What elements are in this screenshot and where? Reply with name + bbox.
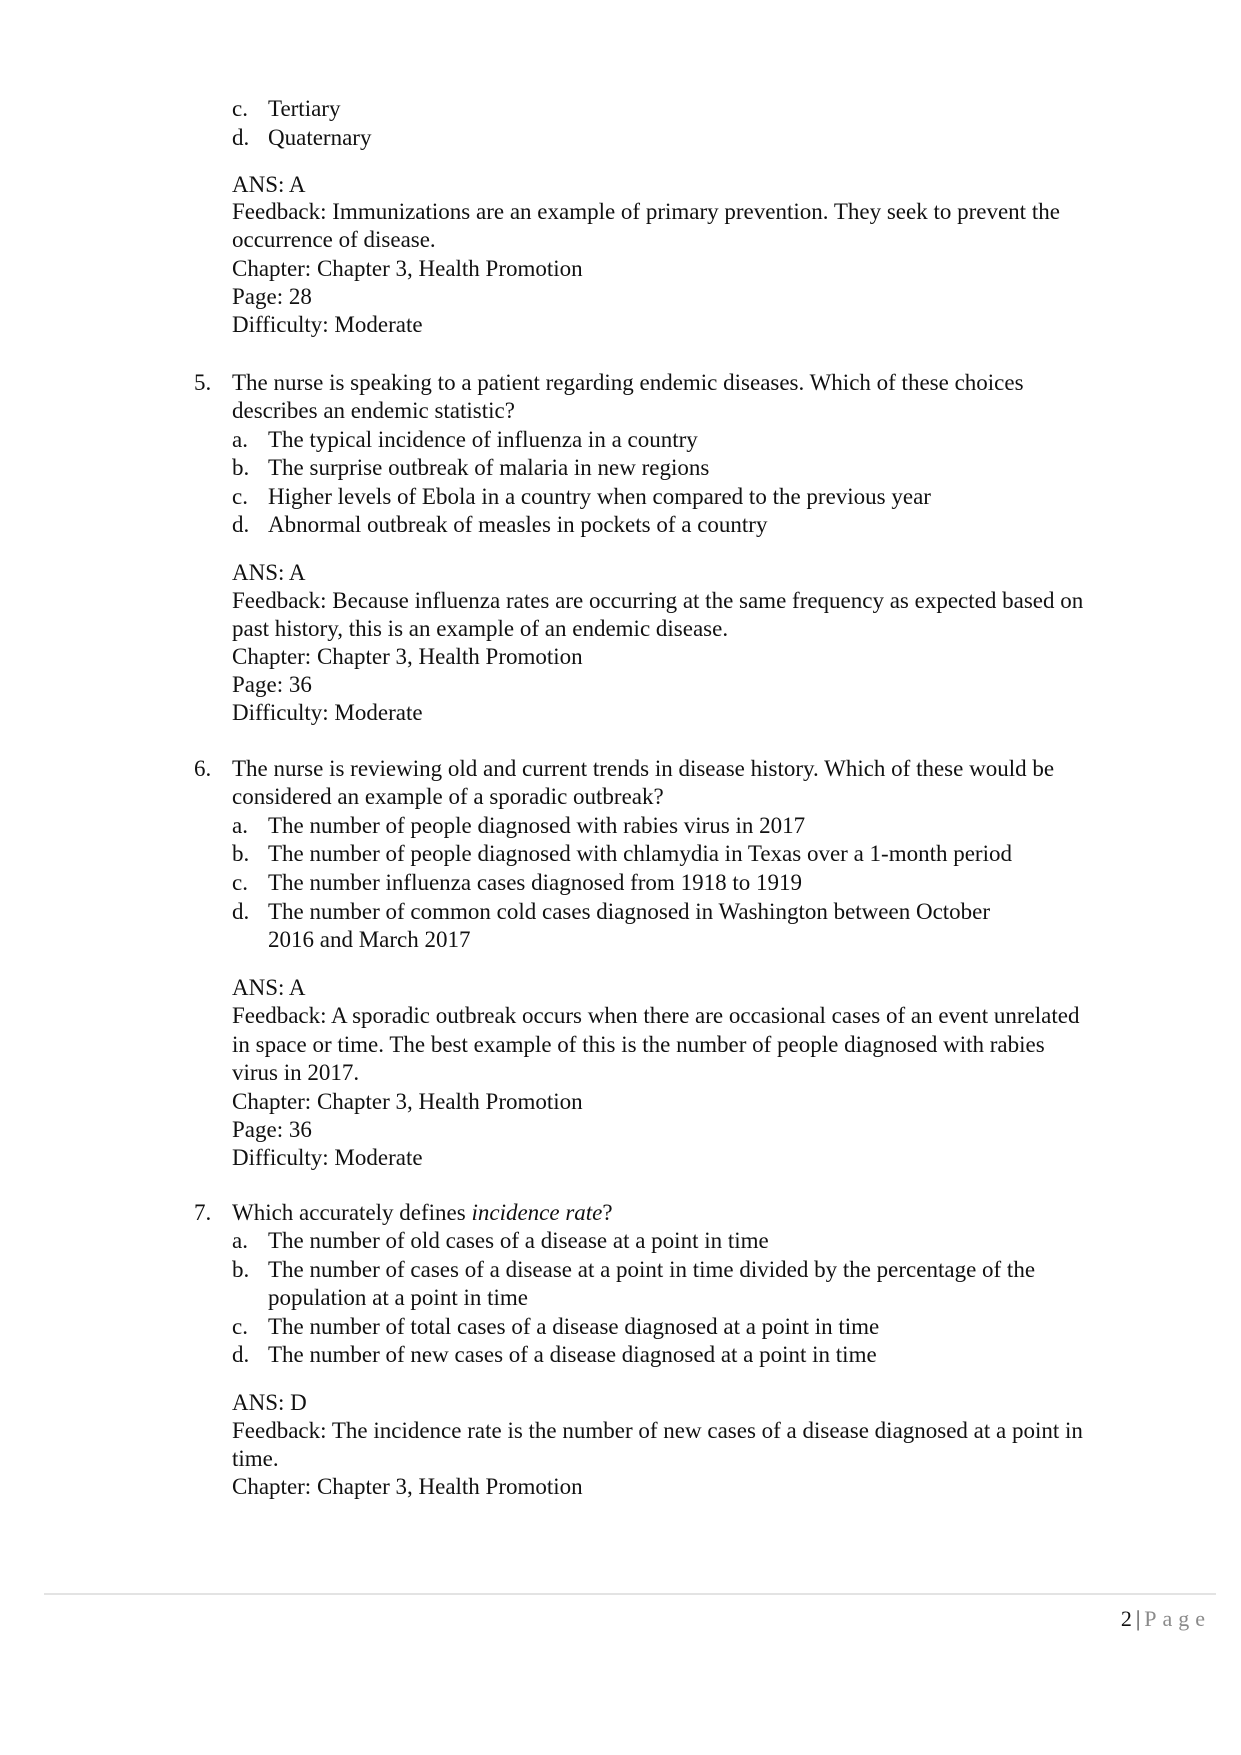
page-number-footer [1121,1606,1211,1632]
page-number: 2 [1120,1606,1132,1631]
page-separator: | [1135,1606,1141,1631]
option-text-continued: population at a point in time [268,1285,528,1310]
feedback-line: Feedback: A sporadic outbreak occurs when there are occasional cases of an event unrelated [232,1003,1080,1028]
question-number: 7. [194,1200,212,1225]
answer: ANS: A [232,560,306,585]
page-ref: Page: 36 [232,672,312,697]
difficulty: Difficulty: Moderate [232,312,423,337]
option-letter: a. [232,813,248,838]
option-letter: a. [232,1228,248,1253]
stem-suffix: ? [602,1200,613,1225]
answer: ANS: A [232,172,306,197]
footer-divider [44,1593,1216,1595]
option-text: The number of common cold cases diagnosed in Washington between October [268,899,991,924]
option-text: The number of people diagnosed with rabies virus in 2017 [268,813,806,838]
option-letter: d. [232,512,250,537]
option-letter: c. [232,96,248,121]
option-text: The number influenza cases diagnosed from 1918 to 1919 [268,870,802,895]
feedback-line: Feedback: Immunizations are an example of primary prevention. They seek to prevent the [232,199,1060,224]
option-text: Quaternary [268,125,372,150]
option-letter: b. [232,1257,250,1282]
question-stem: The nurse is reviewing old and current trends in disease history. Which of these would be [232,756,1055,781]
feedback-line: Feedback: Because influenza rates are occurring at the same frequency as expected based on [232,588,1084,613]
chapter: Chapter: Chapter 3, Health Promotion [232,256,583,281]
feedback-line: Feedback: The incidence rate is the number of new cases of a disease diagnosed at a point in [232,1418,1083,1443]
difficulty: Difficulty: Moderate [232,1145,423,1170]
chapter: Chapter: Chapter 3, Health Promotion [232,644,583,669]
feedback-line: past history, this is an example of an endemic disease. [232,616,729,641]
option-text: The number of cases of a disease at a point in time divided by the percentage of the [268,1257,1036,1282]
feedback-line: in space or time. The best example of this is the number of people diagnosed with rabies [232,1032,1045,1057]
option-text: The number of total cases of a disease diagnosed at a point in time [268,1314,880,1339]
option-text: The surprise outbreak of malaria in new regions [268,455,710,480]
option-letter: d. [232,1342,250,1367]
question-number: 5. [194,370,212,395]
option-letter: d. [232,899,250,924]
option-letter: b. [232,841,250,866]
answer: ANS: A [232,975,306,1000]
option-text: Higher levels of Ebola in a country when compared to the previous year [268,484,931,509]
option-text-continued: 2016 and March 2017 [268,927,471,952]
answer: ANS: D [232,1390,307,1415]
page-ref: Page: 36 [232,1117,312,1142]
question-stem: The nurse is speaking to a patient regarding endemic diseases. Which of these choices [232,370,1024,395]
option-letter: c. [232,484,248,509]
stem-prefix: Which accurately defines [232,1200,472,1225]
option-text: The number of people diagnosed with chlamydia in Texas over a 1-month period [268,841,1012,866]
option-text: Abnormal outbreak of measles in pockets of a country [268,512,768,537]
option-text: The typical incidence of influenza in a country [268,427,698,452]
option-letter: b. [232,455,250,480]
chapter: Chapter: Chapter 3, Health Promotion [232,1089,583,1114]
option-text: The number of old cases of a disease at a point in time [268,1228,769,1253]
question-number: 6. [194,756,212,781]
question-stem: considered an example of a sporadic outbreak? [232,784,664,809]
feedback-line: occurrence of disease. [232,227,436,252]
option-text: Tertiary [268,96,341,121]
stem-term: incidence rate [471,1200,603,1225]
option-letter: c. [232,1314,248,1339]
difficulty: Difficulty: Moderate [232,700,423,725]
option-text: The number of new cases of a disease diagnosed at a point in time [268,1342,877,1367]
option-letter: a. [232,427,248,452]
option-letter: d. [232,125,250,150]
option-letter: c. [232,870,248,895]
question-stem: describes an endemic statistic? [232,398,515,423]
feedback-line: time. [232,1446,279,1471]
question-stem [232,1200,613,1226]
page-label: Page [1144,1606,1211,1631]
page-ref: Page: 28 [232,284,312,309]
chapter: Chapter: Chapter 3, Health Promotion [232,1474,583,1499]
feedback-line: virus in 2017. [232,1060,360,1085]
